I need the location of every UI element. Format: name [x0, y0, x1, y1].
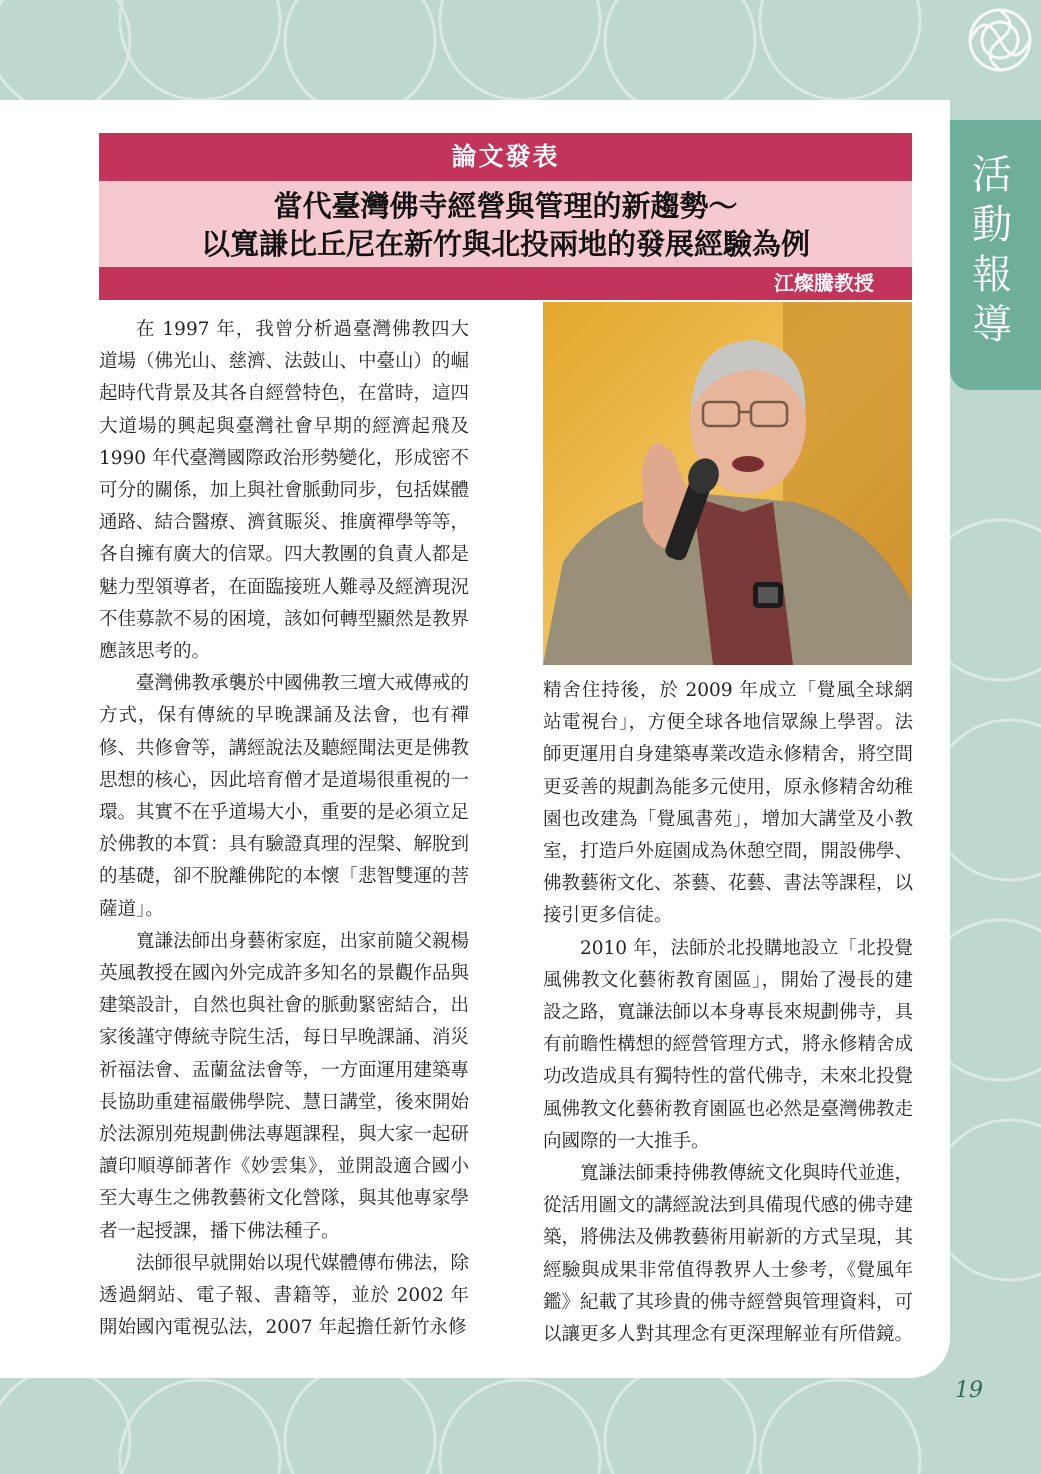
- section-tab-char: 活: [972, 152, 1012, 198]
- corner-ornament-icon: [940, 0, 1041, 110]
- body-paragraph: 2010 年，法師於北投購地設立「北投覺風佛教文化藝術教育園區」，開始了漫長的建設之路，寬謙法師以本身專長來規劃佛寺，具有前瞻性構想的經營管理方式，將永修精舍成功改造成具有獨特性的當代佛寺，未來北投覺風佛教文化藝術教育園區也必然是臺灣佛教走向國際的一大推手。: [543, 937, 914, 1152]
- article-category: 論文發表: [99, 133, 912, 181]
- body-paragraph: 寬謙法師秉持佛教傳統文化與時代並進，從活用圖文的講經說法到具備現代感的佛寺建築，將佛法及佛教藝術用嶄新的方式呈現，其經驗與成果非常值得教界人士參考，《覺風年鑑》紀載了其珍貴的佛寺經營與管理資料，可以讓更多人對其理念有更深理解並有所借鏡。: [543, 1163, 914, 1346]
- body-paragraph: 精舍住持後，於 2009 年成立「覺風全球網站電視台」，方便全球各地信眾線上學習。法師更運用自身建築專業改造永修精舍，將空間更妥善的規劃為能多元使用，原永修精舍幼稚園也改建為「覺風書苑」，增加大講堂及小教室，打造戶外庭園成為休憩空間，開設佛學、佛教藝術文化、茶藝、花藝、書法等課程，以接引更多信徒。: [543, 680, 914, 927]
- section-tab-char: 動: [972, 202, 1012, 248]
- body-column-right: [543, 675, 913, 1351]
- article-header: [99, 133, 912, 300]
- article-author: 江燦騰教授: [99, 267, 912, 300]
- body-column-left: [99, 314, 469, 1345]
- section-tab-char: 報: [972, 252, 1012, 298]
- article-title-line-2: 以寬謙比丘尼在新竹與北投兩地的發展經驗為例: [200, 227, 810, 261]
- article-title: [99, 181, 912, 267]
- body-paragraph: 在 1997 年，我曾分析過臺灣佛教四大道場（佛光山、慈濟、法鼓山、中臺山）的崛起時代背景及其各自經營特色，在當時，這四大道場的興起與臺灣社會早期的經濟起飛及 1990 年代臺灣國際政治形勢變化，形成密不可分的關係，加上與社會脈動同步，包括媒體通路、結合醫療、濟貧賑災、推廣禪學等等，各自擁有廣大的信眾。四大教團的負責人都是魅力型領導者，在面臨接班人難尋及經濟現況不佳募款不易的困境，該如何轉型顯然是教界應該思考的。: [99, 319, 470, 663]
- body-paragraph: 寬謙法師出身藝術家庭，出家前隨父親楊英風教授在國內外完成許多知名的景觀作品與建築設計，自然也與社會的脈動緊密結合，出家後謹守傳統寺院生活，每日早晚課誦、消災祈福法會、盂蘭盆法會等，一方面運用建築專長協助重建福嚴佛學院、慧日講堂，後來開始於法源別苑規劃佛法專題課程，與大家一起研讀印順導師著作《妙雲集》，並開設適合國小至大專生之佛教藝術文化營隊，與其他專家學者一起授課，播下佛法種子。: [99, 930, 470, 1242]
- article-title-line-1: 當代臺灣佛寺經營與管理的新趨勢～: [273, 189, 738, 223]
- section-tab-label: [962, 150, 1022, 350]
- body-paragraph: 臺灣佛教承襲於中國佛教三壇大戒傳戒的方式，保有傳統的早晚課誦及法會，也有禪修、共修會等，講經說法及聽經聞法更是佛教思想的核心，因此培育僧才是道場很重視的一環。其實不在乎道場大小，重要的是必須立足於佛教的本質：具有驗證真理的涅槃、解脫到的基礎，卻不脫離佛陀的本懷「悲智雙運的菩薩道」。: [99, 673, 470, 920]
- page-number: 19: [955, 1378, 983, 1403]
- body-paragraph: 法師很早就開始以現代媒體傳布佛法，除透過網站、電子報、書籍等，並於 2002 年開始國內電視弘法，2007 年起擔任新竹永修: [99, 1252, 470, 1339]
- section-tab-char: 導: [972, 302, 1012, 348]
- speaker-photo: [543, 302, 912, 665]
